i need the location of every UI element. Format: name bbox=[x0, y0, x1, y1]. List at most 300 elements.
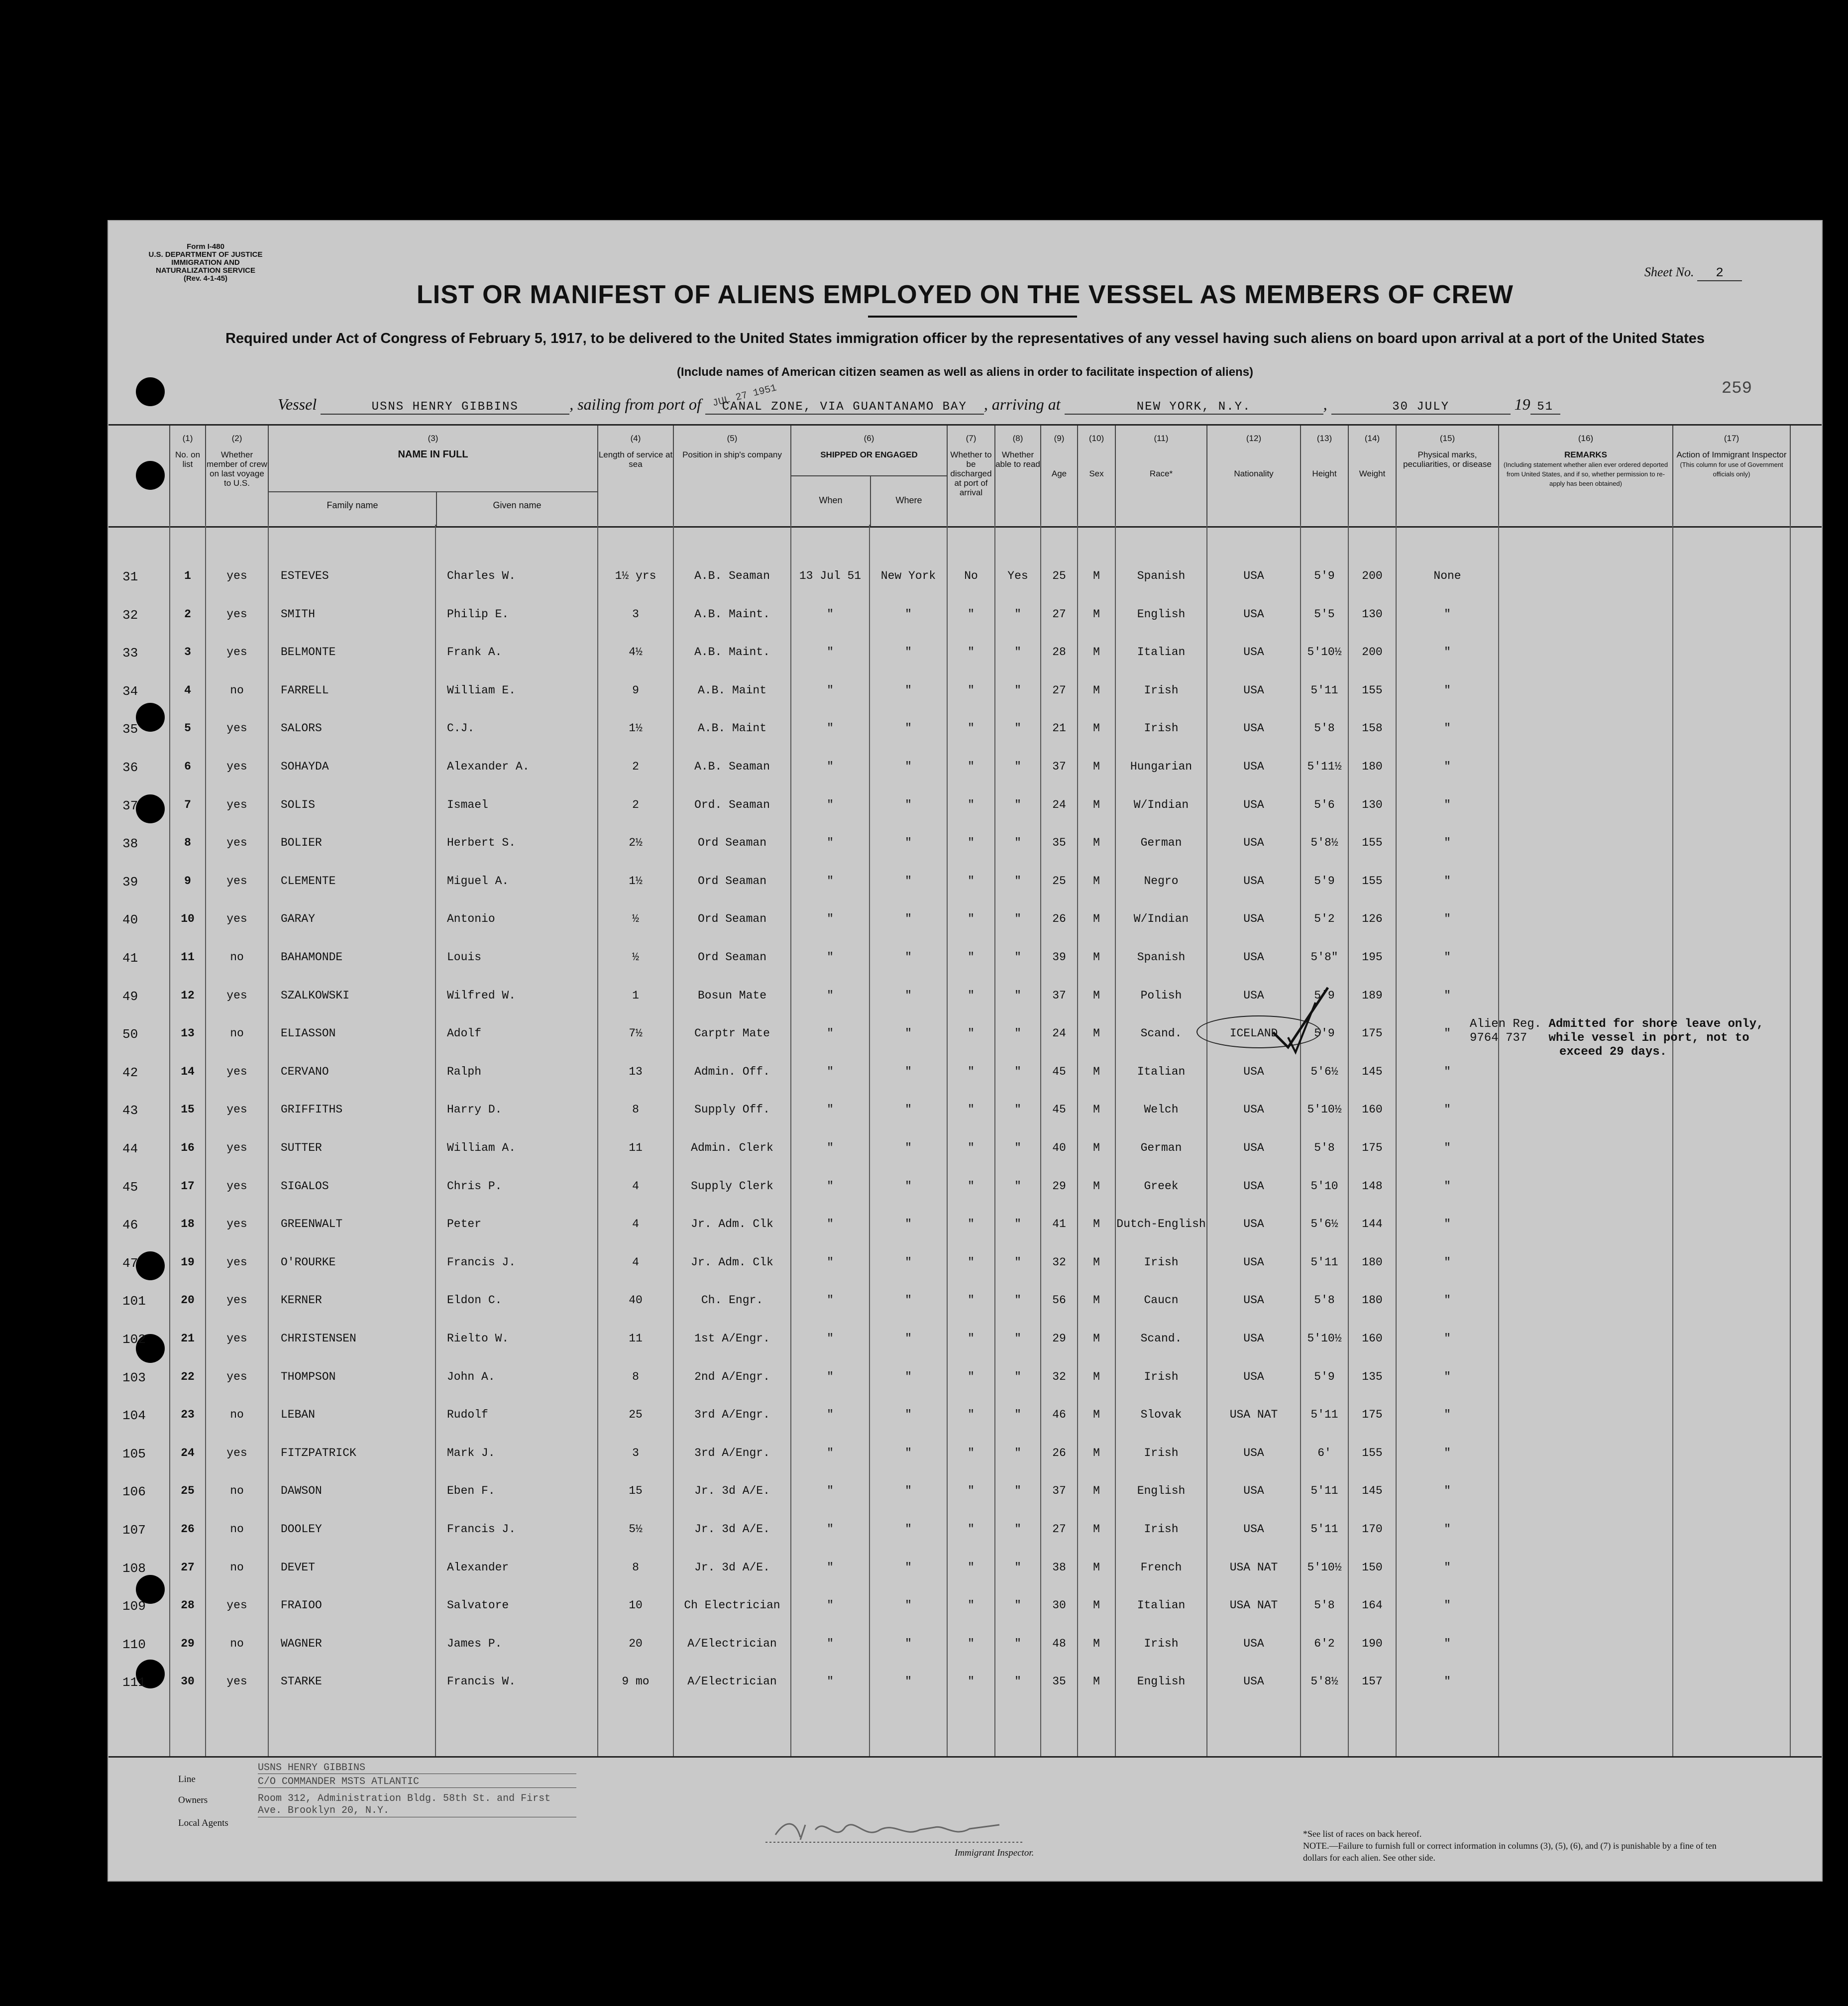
weight: 155 bbox=[1362, 684, 1383, 697]
table-row bbox=[109, 1332, 1822, 1352]
position: Ord Seaman bbox=[697, 912, 767, 925]
col-height-header: (13) Height bbox=[1301, 426, 1349, 526]
table-row bbox=[109, 1180, 1822, 1200]
given-name: Eldon C. bbox=[447, 1294, 502, 1307]
able-to-read: " bbox=[1014, 646, 1021, 659]
table-header bbox=[109, 424, 1822, 528]
sex: M bbox=[1093, 1294, 1100, 1307]
margin-number: 104 bbox=[122, 1408, 146, 1423]
margin-header bbox=[109, 426, 170, 526]
family-name: ESTEVES bbox=[281, 569, 329, 582]
able-to-read: " bbox=[1014, 760, 1021, 773]
remarks-entry bbox=[1470, 1017, 1764, 1059]
service-length: 7½ bbox=[629, 1027, 643, 1040]
title-underline bbox=[868, 316, 1077, 318]
age: 45 bbox=[1052, 1065, 1066, 1078]
sex: M bbox=[1093, 1561, 1100, 1574]
service-length: 3 bbox=[632, 1447, 639, 1459]
service-length: 8 bbox=[632, 1561, 639, 1574]
height: 5'8½ bbox=[1310, 1675, 1338, 1688]
sex: M bbox=[1093, 1332, 1100, 1345]
height: 5'8 bbox=[1314, 722, 1335, 735]
able-to-read: " bbox=[1014, 1294, 1021, 1307]
prev-voyage: yes bbox=[226, 1675, 247, 1688]
list-number: 22 bbox=[181, 1370, 195, 1383]
vessel-field: USNS HENRY GIBBINS bbox=[321, 400, 569, 415]
age: 29 bbox=[1052, 1180, 1066, 1193]
nationality: USA bbox=[1243, 989, 1264, 1002]
physical-marks: " bbox=[1444, 1180, 1451, 1193]
table-row bbox=[109, 760, 1822, 780]
col-prev-voyage-header: (2) Whether member of crew on last voyage to U.S. bbox=[206, 426, 269, 526]
margin-number: 101 bbox=[122, 1294, 146, 1309]
shipped-when: " bbox=[827, 1256, 834, 1269]
discharged: " bbox=[968, 722, 975, 735]
prev-voyage: no bbox=[230, 1484, 244, 1497]
shipped-where: " bbox=[905, 1065, 912, 1078]
height: 5'10½ bbox=[1307, 1561, 1342, 1574]
prev-voyage: yes bbox=[226, 1103, 247, 1116]
family-name: WAGNER bbox=[281, 1637, 322, 1650]
margin-number: 47 bbox=[122, 1256, 138, 1271]
given-name: Charles W. bbox=[447, 569, 516, 582]
service-length: 2 bbox=[632, 798, 639, 811]
margin-number: 37 bbox=[122, 798, 138, 813]
service-length: ½ bbox=[632, 912, 639, 925]
given-name: John A. bbox=[447, 1370, 495, 1383]
family-name: SALORS bbox=[281, 722, 322, 735]
family-name: DOOLEY bbox=[281, 1523, 322, 1536]
table-row bbox=[109, 1065, 1822, 1085]
race: Caucn bbox=[1144, 1294, 1179, 1307]
discharged: " bbox=[968, 1065, 975, 1078]
date-field: 30 JULY bbox=[1331, 400, 1511, 415]
sheet-number bbox=[1644, 265, 1742, 281]
age: 48 bbox=[1052, 1637, 1066, 1650]
table-row bbox=[109, 722, 1822, 742]
margin-number: 36 bbox=[122, 760, 138, 775]
shipped-when: " bbox=[827, 951, 834, 964]
age: 41 bbox=[1052, 1218, 1066, 1230]
nationality: USA bbox=[1243, 608, 1264, 621]
table-row bbox=[109, 875, 1822, 894]
list-number: 9 bbox=[184, 875, 191, 888]
shipped-when: " bbox=[827, 1561, 834, 1574]
alien-reg-label: Alien Reg. bbox=[1470, 1017, 1542, 1031]
position: Jr. Adm. Clk bbox=[691, 1256, 773, 1269]
prev-voyage: yes bbox=[226, 1332, 247, 1345]
vessel-label: Vessel bbox=[278, 395, 317, 413]
prev-voyage: yes bbox=[226, 1065, 247, 1078]
shipped-when: " bbox=[827, 1447, 834, 1459]
year-field: 51 bbox=[1530, 400, 1560, 415]
sex: M bbox=[1093, 1637, 1100, 1650]
family-name: SIGALOS bbox=[281, 1180, 329, 1193]
nationality: USA bbox=[1243, 1103, 1264, 1116]
sex: M bbox=[1093, 1484, 1100, 1497]
page-subnote: (Include names of American citizen seamen as well as aliens in order to facilitate inspection of aliens) bbox=[676, 365, 1254, 379]
service-length: 9 mo bbox=[622, 1675, 650, 1688]
shipped-where: " bbox=[905, 684, 912, 697]
service-length: 11 bbox=[629, 1332, 643, 1345]
races-note: *See list of races on back hereof. bbox=[1303, 1829, 1422, 1839]
col-remarks-header: (16) REMARKS (Including statement whether alien ever ordered deported from United States, and if so, whether permission to re-apply has been obtained) bbox=[1499, 426, 1673, 526]
shipped-divider bbox=[870, 475, 871, 526]
inspector-label: Immigrant Inspector. bbox=[955, 1848, 1034, 1858]
weight: 155 bbox=[1362, 875, 1383, 888]
weight: 200 bbox=[1362, 569, 1383, 582]
race: Italian bbox=[1137, 1599, 1186, 1612]
page-number: 259 bbox=[1721, 379, 1752, 398]
discharged: " bbox=[968, 1637, 975, 1650]
given-name: William E. bbox=[447, 684, 516, 697]
weight: 155 bbox=[1362, 1447, 1383, 1459]
service-length: 25 bbox=[629, 1408, 643, 1421]
age: 26 bbox=[1052, 1447, 1066, 1459]
race: Polish bbox=[1140, 989, 1182, 1002]
prev-voyage: yes bbox=[226, 1294, 247, 1307]
sex: M bbox=[1093, 1675, 1100, 1688]
col-race-header: (11) Race* bbox=[1116, 426, 1207, 526]
race: Italian bbox=[1137, 646, 1186, 659]
shipped-where: " bbox=[905, 836, 912, 849]
family-name: SUTTER bbox=[281, 1141, 322, 1154]
punch-hole bbox=[136, 377, 165, 406]
prev-voyage: no bbox=[230, 1523, 244, 1536]
sex: M bbox=[1093, 836, 1100, 849]
table-row bbox=[109, 1447, 1822, 1466]
height: 5'11½ bbox=[1307, 760, 1342, 773]
list-number: 23 bbox=[181, 1408, 195, 1421]
family-name: ELIASSON bbox=[281, 1027, 336, 1040]
able-to-read: Yes bbox=[1007, 569, 1028, 582]
given-name: Francis J. bbox=[447, 1523, 516, 1536]
nationality: USA NAT bbox=[1229, 1408, 1278, 1421]
age: 30 bbox=[1052, 1599, 1066, 1612]
shipped-when: " bbox=[827, 684, 834, 697]
given-name: Philip E. bbox=[447, 608, 509, 621]
margin-number: 41 bbox=[122, 951, 138, 966]
shipped-where: " bbox=[905, 1408, 912, 1421]
service-length: 9 bbox=[632, 684, 639, 697]
sex: M bbox=[1093, 912, 1100, 925]
shipped-where: " bbox=[905, 1637, 912, 1650]
able-to-read: " bbox=[1014, 1180, 1021, 1193]
shipped-where: " bbox=[905, 1141, 912, 1154]
owners-value: C/O COMMANDER MSTS ATLANTIC bbox=[258, 1776, 576, 1788]
weight: 200 bbox=[1362, 646, 1383, 659]
prev-voyage: yes bbox=[226, 1599, 247, 1612]
discharged: " bbox=[968, 1294, 975, 1307]
age: 28 bbox=[1052, 646, 1066, 659]
shipped-where: " bbox=[905, 1332, 912, 1345]
margin-number: 42 bbox=[122, 1065, 138, 1080]
race: French bbox=[1140, 1561, 1182, 1574]
height: 5'8 bbox=[1314, 1599, 1335, 1612]
table-row bbox=[109, 1523, 1822, 1543]
form-number: Form I-480 bbox=[187, 242, 224, 251]
shipped-when: " bbox=[827, 1180, 834, 1193]
physical-marks: " bbox=[1444, 1218, 1451, 1230]
shipped-where: " bbox=[905, 646, 912, 659]
physical-marks: " bbox=[1444, 1294, 1451, 1307]
shipped-when: " bbox=[827, 1599, 834, 1612]
family-name: SMITH bbox=[281, 608, 316, 621]
able-to-read: " bbox=[1014, 1447, 1021, 1459]
able-to-read: " bbox=[1014, 798, 1021, 811]
margin-number: 32 bbox=[122, 608, 138, 623]
age: 39 bbox=[1052, 951, 1066, 964]
weight: 195 bbox=[1362, 951, 1383, 964]
admitted-text-2: while vessel in port, not to bbox=[1548, 1031, 1749, 1045]
col-shipped-header: (6) SHIPPED OR ENGAGED bbox=[791, 426, 948, 526]
shipped-when: " bbox=[827, 1027, 834, 1040]
family-name: STARKE bbox=[281, 1675, 322, 1688]
given-name: Francis W. bbox=[447, 1675, 516, 1688]
table-row bbox=[109, 951, 1822, 971]
position: A.B. Seaman bbox=[694, 760, 770, 773]
prev-voyage: no bbox=[230, 1027, 244, 1040]
service-length: ½ bbox=[632, 951, 639, 964]
family-name: GARAY bbox=[281, 912, 316, 925]
list-number: 17 bbox=[181, 1180, 195, 1193]
weight: 144 bbox=[1362, 1218, 1383, 1230]
margin-number: 35 bbox=[122, 722, 138, 737]
agents-label: Local Agents bbox=[178, 1818, 228, 1828]
weight: 130 bbox=[1362, 608, 1383, 621]
prev-voyage: no bbox=[230, 1561, 244, 1574]
service-length: 40 bbox=[629, 1294, 643, 1307]
race: Greek bbox=[1144, 1180, 1179, 1193]
given-name: Alexander A. bbox=[447, 760, 530, 773]
margin-number: 44 bbox=[122, 1141, 138, 1156]
margin-number: 109 bbox=[122, 1599, 146, 1614]
nationality: USA bbox=[1243, 722, 1264, 735]
shipped-where: " bbox=[905, 1561, 912, 1574]
sex: M bbox=[1093, 875, 1100, 888]
able-to-read: " bbox=[1014, 1561, 1021, 1574]
sheet-number-label: Sheet No. bbox=[1644, 265, 1694, 279]
shipped-where: " bbox=[905, 1180, 912, 1193]
service-length: 1 bbox=[632, 989, 639, 1002]
physical-marks: " bbox=[1444, 989, 1451, 1002]
weight: 190 bbox=[1362, 1637, 1383, 1650]
height: 5'8" bbox=[1310, 951, 1338, 964]
family-name: FARRELL bbox=[281, 684, 329, 697]
list-number: 4 bbox=[184, 684, 191, 697]
discharged: " bbox=[968, 1103, 975, 1116]
prev-voyage: no bbox=[230, 684, 244, 697]
sex: M bbox=[1093, 1447, 1100, 1459]
discharged: " bbox=[968, 1370, 975, 1383]
shipped-where: " bbox=[905, 1103, 912, 1116]
age: 32 bbox=[1052, 1370, 1066, 1383]
col-weight-header: (14) Weight bbox=[1349, 426, 1397, 526]
age: 32 bbox=[1052, 1256, 1066, 1269]
margin-number: 31 bbox=[122, 569, 138, 584]
margin-number: 40 bbox=[122, 912, 138, 927]
given-name: Rudolf bbox=[447, 1408, 488, 1421]
family-name: FITZPATRICK bbox=[281, 1447, 356, 1459]
margin-number: 108 bbox=[122, 1561, 146, 1576]
weight: 145 bbox=[1362, 1484, 1383, 1497]
col-no-header: (1) No. on list bbox=[170, 426, 206, 526]
list-number: 5 bbox=[184, 722, 191, 735]
table-row bbox=[109, 1484, 1822, 1504]
able-to-read: " bbox=[1014, 1675, 1021, 1688]
nationality: USA bbox=[1243, 1484, 1264, 1497]
list-number: 19 bbox=[181, 1256, 195, 1269]
service-length: 2½ bbox=[629, 836, 643, 849]
race: Spanish bbox=[1137, 951, 1186, 964]
list-number: 21 bbox=[181, 1332, 195, 1345]
age: 21 bbox=[1052, 722, 1066, 735]
family-name: CHRISTENSEN bbox=[281, 1332, 356, 1345]
shipped-where: " bbox=[905, 1675, 912, 1688]
margin-number: 103 bbox=[122, 1370, 146, 1385]
shipped-where: " bbox=[905, 722, 912, 735]
family-name: O'ROURKE bbox=[281, 1256, 336, 1269]
age: 27 bbox=[1052, 1523, 1066, 1536]
physical-marks: " bbox=[1444, 1103, 1451, 1116]
inspector-signature bbox=[765, 1815, 1024, 1845]
discharged: " bbox=[968, 760, 975, 773]
nationality: USA NAT bbox=[1229, 1599, 1278, 1612]
given-name: Salvatore bbox=[447, 1599, 509, 1612]
race: English bbox=[1137, 1675, 1186, 1688]
position: Ch. Engr. bbox=[701, 1294, 763, 1307]
list-number: 27 bbox=[181, 1561, 195, 1574]
given-name: Chris P. bbox=[447, 1180, 502, 1193]
shipped-where: " bbox=[905, 1256, 912, 1269]
physical-marks: " bbox=[1444, 684, 1451, 697]
port-field: CANAL ZONE, VIA GUANTANAMO BAY bbox=[705, 400, 984, 415]
able-to-read: " bbox=[1014, 1484, 1021, 1497]
shipped-when: " bbox=[827, 1675, 834, 1688]
sex: M bbox=[1093, 1256, 1100, 1269]
height: 5'9 bbox=[1314, 1370, 1335, 1383]
race: Slovak bbox=[1140, 1408, 1182, 1421]
position: 3rd A/Engr. bbox=[694, 1447, 770, 1459]
given-name: Frank A. bbox=[447, 646, 502, 659]
physical-marks: " bbox=[1444, 1027, 1451, 1040]
race: Hungarian bbox=[1130, 760, 1193, 773]
shipped-where: " bbox=[905, 1484, 912, 1497]
col-position-header: (5) Position in ship's company bbox=[674, 426, 791, 526]
service-length: 1½ yrs bbox=[615, 569, 656, 582]
nationality: USA bbox=[1243, 1218, 1264, 1230]
given-name-subheader: Given name bbox=[493, 500, 542, 510]
discharged: " bbox=[968, 1027, 975, 1040]
height: 5'10½ bbox=[1307, 1103, 1342, 1116]
name-subheader-rule bbox=[269, 491, 598, 492]
list-number: 28 bbox=[181, 1599, 195, 1612]
discharged: " bbox=[968, 912, 975, 925]
margin-number: 49 bbox=[122, 989, 138, 1004]
position: Jr. 3d A/E. bbox=[694, 1523, 770, 1536]
able-to-read: " bbox=[1014, 1218, 1021, 1230]
margin-number: 45 bbox=[122, 1180, 138, 1195]
list-number: 16 bbox=[181, 1141, 195, 1154]
margin-number: 106 bbox=[122, 1484, 146, 1499]
family-name: BOLIER bbox=[281, 836, 322, 849]
discharged: No bbox=[964, 569, 978, 582]
race: Irish bbox=[1144, 722, 1179, 735]
physical-marks: " bbox=[1444, 875, 1451, 888]
given-name: James P. bbox=[447, 1637, 502, 1650]
prev-voyage: no bbox=[230, 951, 244, 964]
age: 35 bbox=[1052, 1675, 1066, 1688]
shipped-when: " bbox=[827, 1218, 834, 1230]
list-number: 8 bbox=[184, 836, 191, 849]
able-to-read: " bbox=[1014, 722, 1021, 735]
family-name: FRAIOO bbox=[281, 1599, 322, 1612]
physical-marks: " bbox=[1444, 1065, 1451, 1078]
list-number: 13 bbox=[181, 1027, 195, 1040]
nationality: USA bbox=[1243, 1332, 1264, 1345]
sex: M bbox=[1093, 684, 1100, 697]
list-number: 2 bbox=[184, 608, 191, 621]
able-to-read: " bbox=[1014, 989, 1021, 1002]
age: 40 bbox=[1052, 1141, 1066, 1154]
shipped-when: 13 Jul 51 bbox=[799, 569, 862, 582]
age: 27 bbox=[1052, 608, 1066, 621]
physical-marks: " bbox=[1444, 1370, 1451, 1383]
year-prefix: 19 bbox=[1514, 395, 1530, 413]
race: Dutch-English bbox=[1116, 1218, 1206, 1230]
given-name: Ismael bbox=[447, 798, 488, 811]
table-row bbox=[109, 1103, 1822, 1123]
nationality: USA bbox=[1243, 1294, 1264, 1307]
discharged: " bbox=[968, 1447, 975, 1459]
age: 37 bbox=[1052, 760, 1066, 773]
weight: 164 bbox=[1362, 1599, 1383, 1612]
nationality: USA bbox=[1243, 1256, 1264, 1269]
table-row bbox=[109, 1561, 1822, 1581]
position: Jr. 3d A/E. bbox=[694, 1561, 770, 1574]
shipped-when: " bbox=[827, 912, 834, 925]
family-name: SOLIS bbox=[281, 798, 316, 811]
prev-voyage: no bbox=[230, 1637, 244, 1650]
weight: 158 bbox=[1362, 722, 1383, 735]
shipped-subheader-rule bbox=[791, 475, 948, 476]
prev-voyage: yes bbox=[226, 836, 247, 849]
able-to-read: " bbox=[1014, 1637, 1021, 1650]
service-length: 2 bbox=[632, 760, 639, 773]
nationality: USA bbox=[1243, 569, 1264, 582]
sex: M bbox=[1093, 1408, 1100, 1421]
weight: 175 bbox=[1362, 1141, 1383, 1154]
shipped-when: " bbox=[827, 836, 834, 849]
age: 25 bbox=[1052, 875, 1066, 888]
able-to-read: " bbox=[1014, 1332, 1021, 1345]
discharged: " bbox=[968, 1484, 975, 1497]
alien-reg-number: 9764 737 bbox=[1470, 1031, 1527, 1045]
when-subheader: When bbox=[819, 495, 843, 505]
margin-number: 34 bbox=[122, 684, 138, 699]
family-name: CERVANO bbox=[281, 1065, 329, 1078]
weight: 155 bbox=[1362, 836, 1383, 849]
shipped-when: " bbox=[827, 1141, 834, 1154]
sex: M bbox=[1093, 608, 1100, 621]
weight: 170 bbox=[1362, 1523, 1383, 1536]
shipped-where: " bbox=[905, 1370, 912, 1383]
margin-number: 50 bbox=[122, 1027, 138, 1042]
prev-voyage: yes bbox=[226, 912, 247, 925]
manifest-sheet bbox=[108, 220, 1823, 1882]
admitted-text-1: Admitted for shore leave only, bbox=[1548, 1017, 1764, 1031]
able-to-read: " bbox=[1014, 1027, 1021, 1040]
